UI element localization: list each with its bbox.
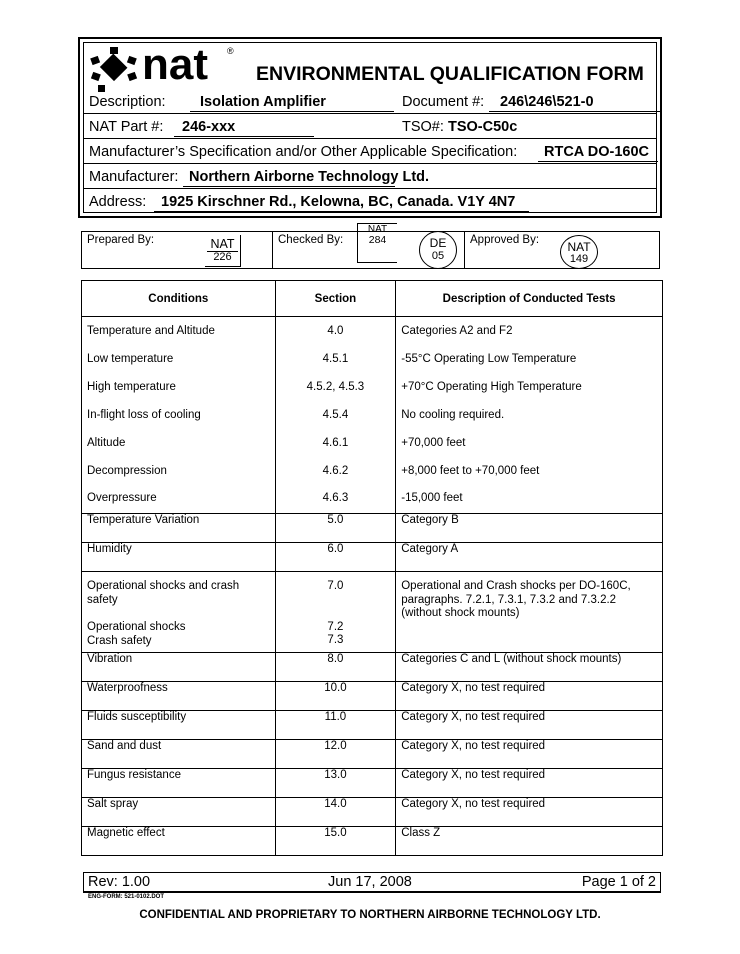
section-text: 7.3 [327,634,344,646]
nat-part-value: 246-xxx [174,119,314,137]
section-cell [275,798,396,827]
description-text: +70°C Operating High Temperature [401,381,582,393]
approved-stamp [560,235,598,269]
table-row [82,682,663,711]
description-cell [396,711,663,740]
footer-box [83,872,661,893]
description-cell [396,514,663,543]
condition-cell [82,514,276,543]
nat-logo-mark-icon [90,47,140,93]
checked-initials-bottom: 05 [431,250,445,262]
section-text: 7.0 [327,580,344,592]
page-number: Page 1 of 2 [581,874,656,890]
section-text: 7.2 [327,620,344,633]
prepared-stamp-bottom: 226 [207,251,238,263]
description-text: Categories C and L (without shock mounts) [401,653,622,665]
section-text: 15.0 [324,827,347,839]
tso-value: TSO-C50c [448,119,518,135]
row-divider [84,113,656,114]
condition-cell [82,682,276,711]
section-cell [275,740,396,769]
header-conditions: Conditions [82,281,276,317]
document-label: Document #: [402,94,485,110]
description-text: Category B [401,514,459,526]
condition-cell [82,740,276,769]
group1-conditions-cell [82,317,276,514]
description-label: Description: [89,94,166,110]
table-row [82,543,663,572]
row-divider [84,138,656,139]
condition-text: Sand and dust [87,740,162,752]
table-row [82,769,663,798]
description-cell [396,740,663,769]
conditions-table [81,280,663,856]
section-cell [275,827,396,856]
description-text: Category X, no test required [401,740,546,752]
condition-text: Crash safety [87,634,152,647]
description-value: Isolation Amplifier [190,94,394,112]
condition-cell [82,798,276,827]
condition-text: Vibration [87,653,133,665]
condition-text: Salt spray [87,798,139,810]
condition-text: Decompression [87,465,167,477]
section-cell [275,769,396,798]
description-cell [396,827,663,856]
form-title: ENVIRONMENTAL QUALIFICATION FORM [256,63,644,85]
group1-section-cell [275,317,396,514]
confidential-notice: CONFIDENTIAL AND PROPRIETARY TO NORTHERN AIRBORNE TECHNOLOGY LTD. [139,909,601,921]
manufacturer-label: Manufacturer: [89,169,179,185]
description-text: Operational and Crash shocks per DO-160C, paragraphs. 7.2.1, 7.3.1, 7.3.2 and 7.3.2.2 (without shock mounts) [401,580,631,619]
description-text: Class Z [401,827,441,839]
section-text: 6.0 [327,543,344,555]
table-row [82,317,663,514]
manufacturer-value: Northern Airborne Technology Ltd. [183,169,395,187]
condition-text: Altitude [87,437,126,449]
condition-text: Temperature Variation [87,514,200,526]
approved-stamp-top: NAT [567,240,591,254]
section-cell [275,514,396,543]
approval-box [81,224,660,269]
condition-text: Operational shocks [87,621,186,633]
approved-stamp-bottom: 149 [569,253,589,265]
description-cell [396,682,663,711]
section-text: 4.6.2 [322,465,349,477]
address-row [84,194,656,216]
section-text: 4.5.1 [322,353,349,365]
description-cell [396,798,663,827]
prepared-by-cell [82,232,273,268]
prepared-by-label: Prepared By: [87,234,155,246]
prepared-stamp [205,235,241,267]
section-text: 4.6.1 [322,437,349,449]
shock-description-cell [396,572,663,653]
document-value: 246\246\521-0 [489,94,660,112]
form-id: ENG-FORM: 521-0102.DOT [88,894,165,900]
condition-text: Fluids susceptibility [87,711,187,723]
section-text: 12.0 [324,740,347,752]
approved-by-label: Approved By: [470,234,540,246]
nat-part-label: NAT Part #: [89,119,164,135]
section-text: 4.0 [327,325,344,337]
header-block [78,37,662,218]
section-text: 11.0 [324,711,347,723]
condition-cell [82,711,276,740]
section-cell [275,653,396,682]
header-section: Section [275,281,396,317]
description-cell [396,769,663,798]
condition-text: Low temperature [87,353,174,365]
tso-label: TSO#: [402,119,444,135]
condition-text: In-flight loss of cooling [87,409,201,421]
header-inner-frame [83,42,657,213]
table-row [82,572,663,653]
description-text: No cooling required. [401,409,505,421]
logo-wordmark: nat [142,40,208,89]
address-value: 1925 Kirschner Rd., Kelowna, BC, Canada. V1Y 4N7 [154,194,529,212]
description-text: +70,000 feet [401,437,466,449]
section-cell [275,682,396,711]
address-label: Address: [89,194,147,210]
prepared-stamp-top: NAT [210,237,235,251]
section-text: 8.0 [327,653,344,665]
description-text: Category X, no test required [401,798,546,810]
checked-by-cell [273,224,465,268]
checked-stamp-top: NAT [358,223,397,235]
revision: Rev: 1.00 [88,874,151,890]
table-row [82,653,663,682]
description-text: +8,000 feet to +70,000 feet [401,465,540,477]
description-cell [396,543,663,572]
description-text: Category X, no test required [401,769,546,781]
description-text: Category X, no test required [401,711,546,723]
section-text: 14.0 [324,798,347,810]
row-divider [84,188,656,189]
group1-description-cell [396,317,663,514]
spec-label: Manufacturer’s Specification and/or Other Applicable Specification: [89,144,518,160]
description-text: -15,000 feet [401,492,463,504]
condition-text: Fungus resistance [87,769,181,781]
checked-stamp [357,223,397,263]
nat-logo [90,40,240,91]
table-row [82,827,663,856]
section-text: 10.0 [324,682,347,694]
approved-by-cell [465,232,661,268]
table-row [82,740,663,769]
condition-cell [82,653,276,682]
condition-cell [82,769,276,798]
section-cell [275,543,396,572]
description-cell [396,653,663,682]
condition-text: Overpressure [87,492,157,504]
shock-condition-cell [82,572,276,653]
table-header-row [82,281,663,317]
section-text: 5.0 [327,514,344,526]
checked-initials-top: DE [429,236,447,250]
checked-initials-stamp [419,231,457,269]
checked-stamp-bottom: 284 [368,234,387,246]
table-row [82,798,663,827]
section-text: 13.0 [324,769,347,781]
section-text: 4.5.2, 4.5.3 [306,381,365,393]
table-row [82,514,663,543]
header-description: Description of Conducted Tests [396,281,663,317]
description-text: -55°C Operating Low Temperature [401,353,577,365]
checked-by-label: Checked By: [278,234,344,246]
condition-text: Temperature and Altitude [87,325,215,337]
registered-mark-icon: ® [227,46,234,56]
condition-text: Operational shocks and crash safety [87,580,240,606]
condition-text: Magnetic effect [87,827,165,839]
section-text: 4.6.3 [322,492,349,504]
date: Jun 17, 2008 [328,874,412,890]
section-text: 4.5.4 [322,409,349,421]
condition-text: Humidity [87,543,132,555]
description-text: Categories A2 and F2 [401,325,513,337]
row-divider [84,163,656,164]
spec-value: RTCA DO-160C [538,144,658,162]
condition-text: High temperature [87,381,176,393]
description-text: Category X, no test required [401,682,546,694]
condition-cell [82,543,276,572]
section-cell [275,711,396,740]
table-row [82,711,663,740]
description-text: Category A [401,543,459,555]
condition-text: Waterproofness [87,682,168,694]
shock-section-cell [275,572,396,653]
condition-cell [82,827,276,856]
